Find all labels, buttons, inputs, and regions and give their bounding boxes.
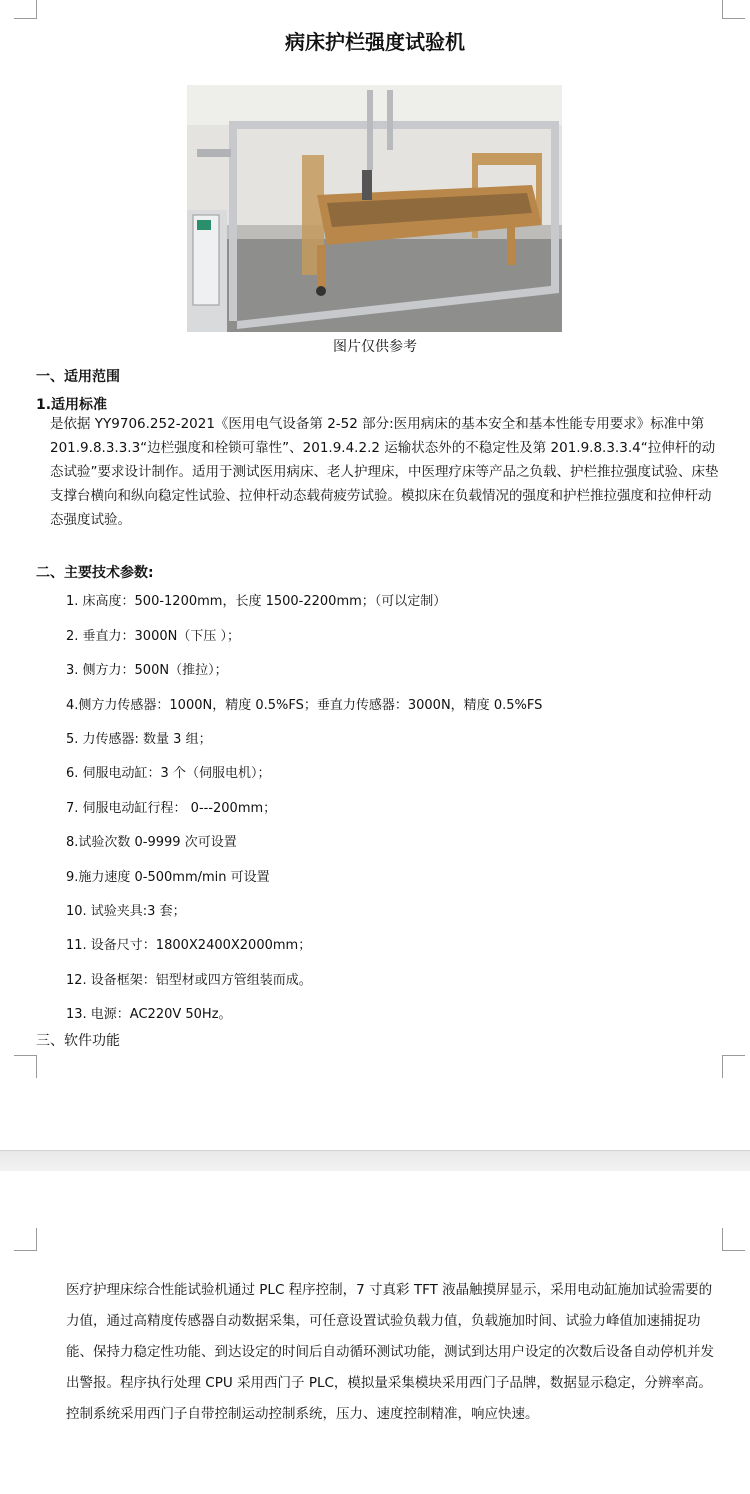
document-title: 病床护栏强度试验机 bbox=[285, 30, 465, 54]
machine-photo bbox=[187, 85, 562, 332]
subheading-standard: 1.适用标准 bbox=[36, 397, 108, 413]
photo-caption: 图片仅供参考 bbox=[333, 339, 417, 355]
param-item: 7. 伺服电动缸行程： 0---200mm； bbox=[66, 801, 277, 816]
param-item: 8.试验次数 0-9999 次可设置 bbox=[66, 835, 237, 850]
page-separator bbox=[0, 1150, 750, 1172]
section-heading-parameters: 二、主要技术参数: bbox=[36, 565, 154, 581]
param-item: 3. 侧方力：500N（推拉）； bbox=[66, 663, 228, 678]
section-heading-scope: 一、适用范围 bbox=[36, 369, 120, 385]
page-corner-mark bbox=[722, 1055, 745, 1078]
page-corner-mark bbox=[722, 0, 745, 19]
page-corner-mark bbox=[722, 1228, 745, 1251]
param-item: 10. 试验夹具:3 套； bbox=[66, 904, 186, 919]
page-corner-mark bbox=[14, 1055, 37, 1078]
page-corner-mark bbox=[14, 1228, 37, 1251]
standard-paragraph: 是依据 YY9706.252-2021《医用电气设备第 2-52 部分:医用病床的基本安全和基本性能专用要求》标准中第 201.9.8.3.3.3“边栏强度和栓锁可靠性”、201.9.4.2.2 运输状态外的不稳定性及第 201.9.8.3.3.4“拉伸杆的动态试验”要求设计制作。适用于测试医用病床、老人护理床，中医理疗床等产品之负载、护栏推拉强度试验、床垫支撑台横向和纵向稳定性试验、拉伸杆动态载荷疲劳试验。模拟床在负载情况的强度和护栏推拉强度和拉伸杆动态强度试验。 bbox=[50, 416, 719, 528]
param-item: 4.侧方力传感器：1000N，精度 0.5%FS；垂直力传感器：3000N，精度 0.5%FS bbox=[66, 698, 543, 713]
param-item: 13. 电源：AC220V 50Hz。 bbox=[66, 1007, 232, 1022]
param-item: 2. 垂直力：3000N（下压 ）； bbox=[66, 629, 240, 644]
param-item: 11. 设备尺寸：1800X2400X2000mm； bbox=[66, 938, 312, 953]
param-item: 9.施力速度 0-500mm/min 可设置 bbox=[66, 870, 270, 885]
param-item: 12. 设备框架：铝型材或四方管组装而成。 bbox=[66, 973, 312, 988]
param-item: 1. 床高度：500-1200mm，长度 1500-2200mm；（可以定制） bbox=[66, 594, 447, 609]
page-corner-mark bbox=[14, 0, 37, 19]
machine-photo-drawing bbox=[187, 85, 562, 332]
param-item: 5. 力传感器: 数量 3 组； bbox=[66, 732, 212, 747]
software-paragraph: 医疗护理床综合性能试验机通过 PLC 程序控制，7 寸真彩 TFT 液晶触摸屏显示，采用电动缸施加试验需要的力值，通过高精度传感器自动数据采集，可任意设置试验负载力值，负载施加时间、试验力峰值加速捕捉功能、保持力稳定性功能、到达设定的时间后自动循环测试功能，测试到达用户设定的次数后设备自动停机并发出警报。程序执行处理 CPU 采用西门子 PLC，模拟量采集模块采用西门子品牌，数据显示稳定，分辨率高。控制系统采用西门子自带控制运动控制系统，压力、速度控制精准，响应快速。 bbox=[66, 1282, 714, 1422]
param-item: 6. 伺服电动缸：3 个（伺服电机）； bbox=[66, 766, 271, 781]
section-heading-software: 三、软件功能 bbox=[36, 1033, 120, 1049]
